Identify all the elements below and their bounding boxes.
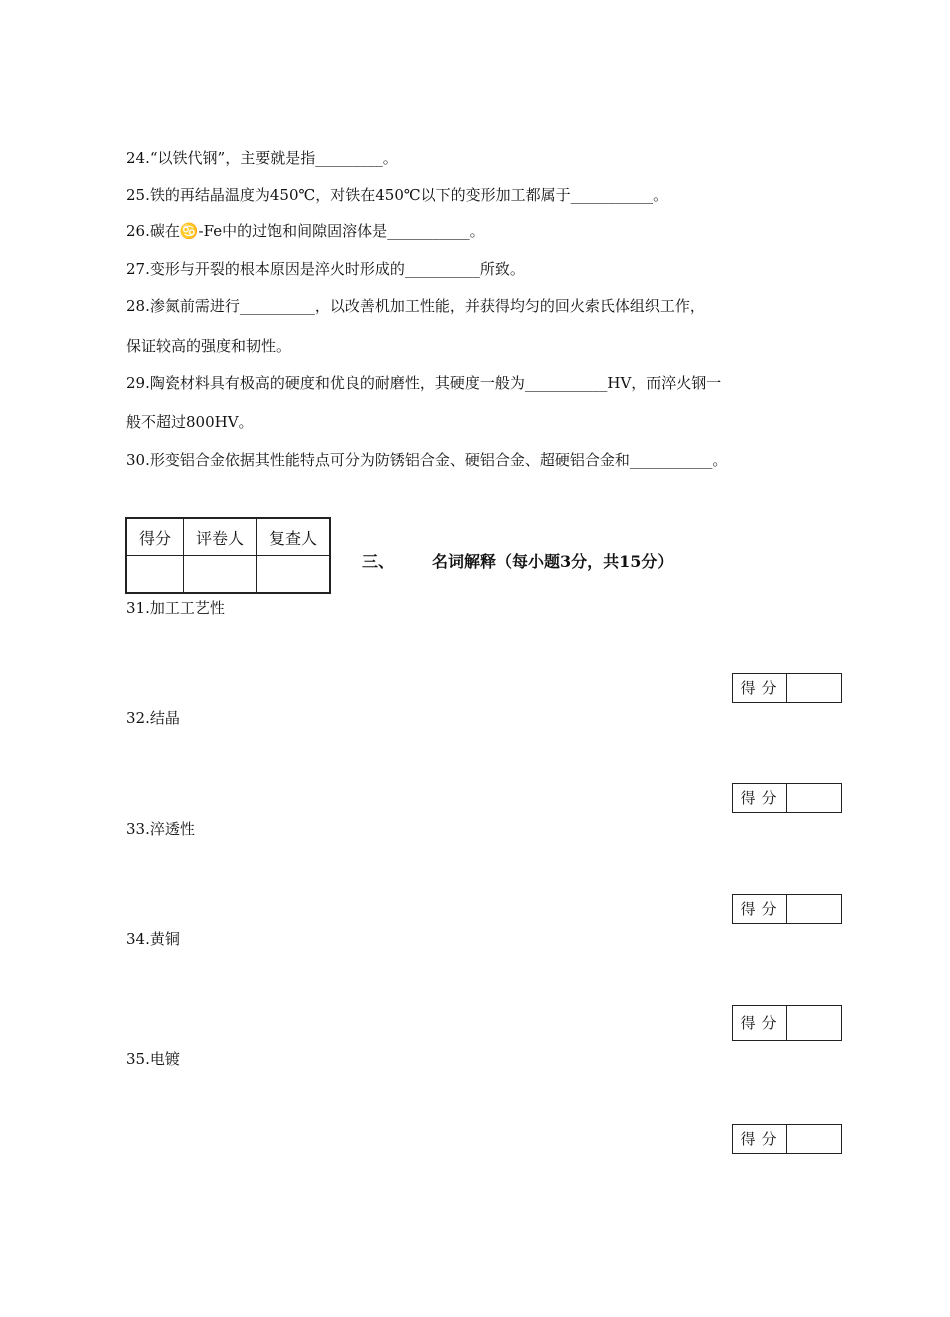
question-26-text-before: 26.碳在 — [126, 222, 180, 240]
score-box-35 — [732, 1124, 842, 1154]
question-27: 27.变形与开裂的根本原因是淬火时形成的__________所致。 — [126, 260, 525, 278]
score-box-value[interactable] — [787, 674, 841, 702]
score-box-value[interactable] — [787, 1125, 841, 1153]
question-30: 30.形变铝合金依据其性能特点可分为防锈铝合金、硬铝合金、超硬铝合金和___________。 — [126, 451, 728, 469]
question-28-line-1: 28.渗氮前需进行__________，以改善机加工性能，并获得均匀的回火索氏体组织工作， — [126, 297, 705, 315]
question-29-line-1: 29.陶瓷材料具有极高的硬度和优良的耐磨性，其硬度一般为___________HV，而淬火钢一 — [126, 374, 722, 392]
question-26-text-after: -Fe中的过饱和间隙固溶体是___________。 — [198, 222, 485, 240]
section-number: 三、 — [362, 552, 395, 571]
score-box-34 — [732, 1005, 842, 1041]
term-35: 35.电镀 — [126, 1050, 180, 1068]
question-26 — [126, 221, 485, 241]
score-box-31 — [732, 673, 842, 703]
gamma-symbol: ♋ — [179, 222, 199, 240]
term-31: 31.加工工艺性 — [126, 599, 225, 617]
score-box-33 — [732, 894, 842, 924]
question-24: 24.“以铁代钢”，主要就是指_________。 — [126, 149, 398, 167]
term-32: 32.结晶 — [126, 709, 180, 727]
score-box-label: 得分 — [733, 895, 787, 923]
score-box-label: 得分 — [733, 1125, 787, 1153]
question-29-line-2: 般不超过800HV。 — [126, 413, 254, 431]
score-box-value[interactable] — [787, 784, 841, 812]
cell-grader[interactable] — [184, 556, 257, 594]
term-34: 34.黄铜 — [126, 930, 180, 948]
score-box-value[interactable] — [787, 895, 841, 923]
section-score-table — [125, 517, 331, 594]
score-box-value[interactable] — [787, 1006, 841, 1040]
score-box-label: 得分 — [733, 1006, 787, 1040]
question-25: 25.铁的再结晶温度为450℃，对铁在450℃以下的变形加工都属于___________。 — [126, 186, 669, 204]
header-grader: 评卷人 — [184, 518, 257, 556]
section-heading: 名词解释（每小题3分，共15分） — [432, 552, 674, 571]
question-28-line-2: 保证较高的强度和韧性。 — [126, 337, 292, 355]
score-box-label: 得分 — [733, 674, 787, 702]
section-title — [362, 549, 673, 572]
header-reviewer: 复查人 — [257, 518, 331, 556]
cell-reviewer[interactable] — [257, 556, 331, 594]
score-box-label: 得分 — [733, 784, 787, 812]
header-score: 得分 — [126, 518, 184, 556]
cell-score[interactable] — [126, 556, 184, 594]
term-33: 33.淬透性 — [126, 820, 195, 838]
score-box-32 — [732, 783, 842, 813]
